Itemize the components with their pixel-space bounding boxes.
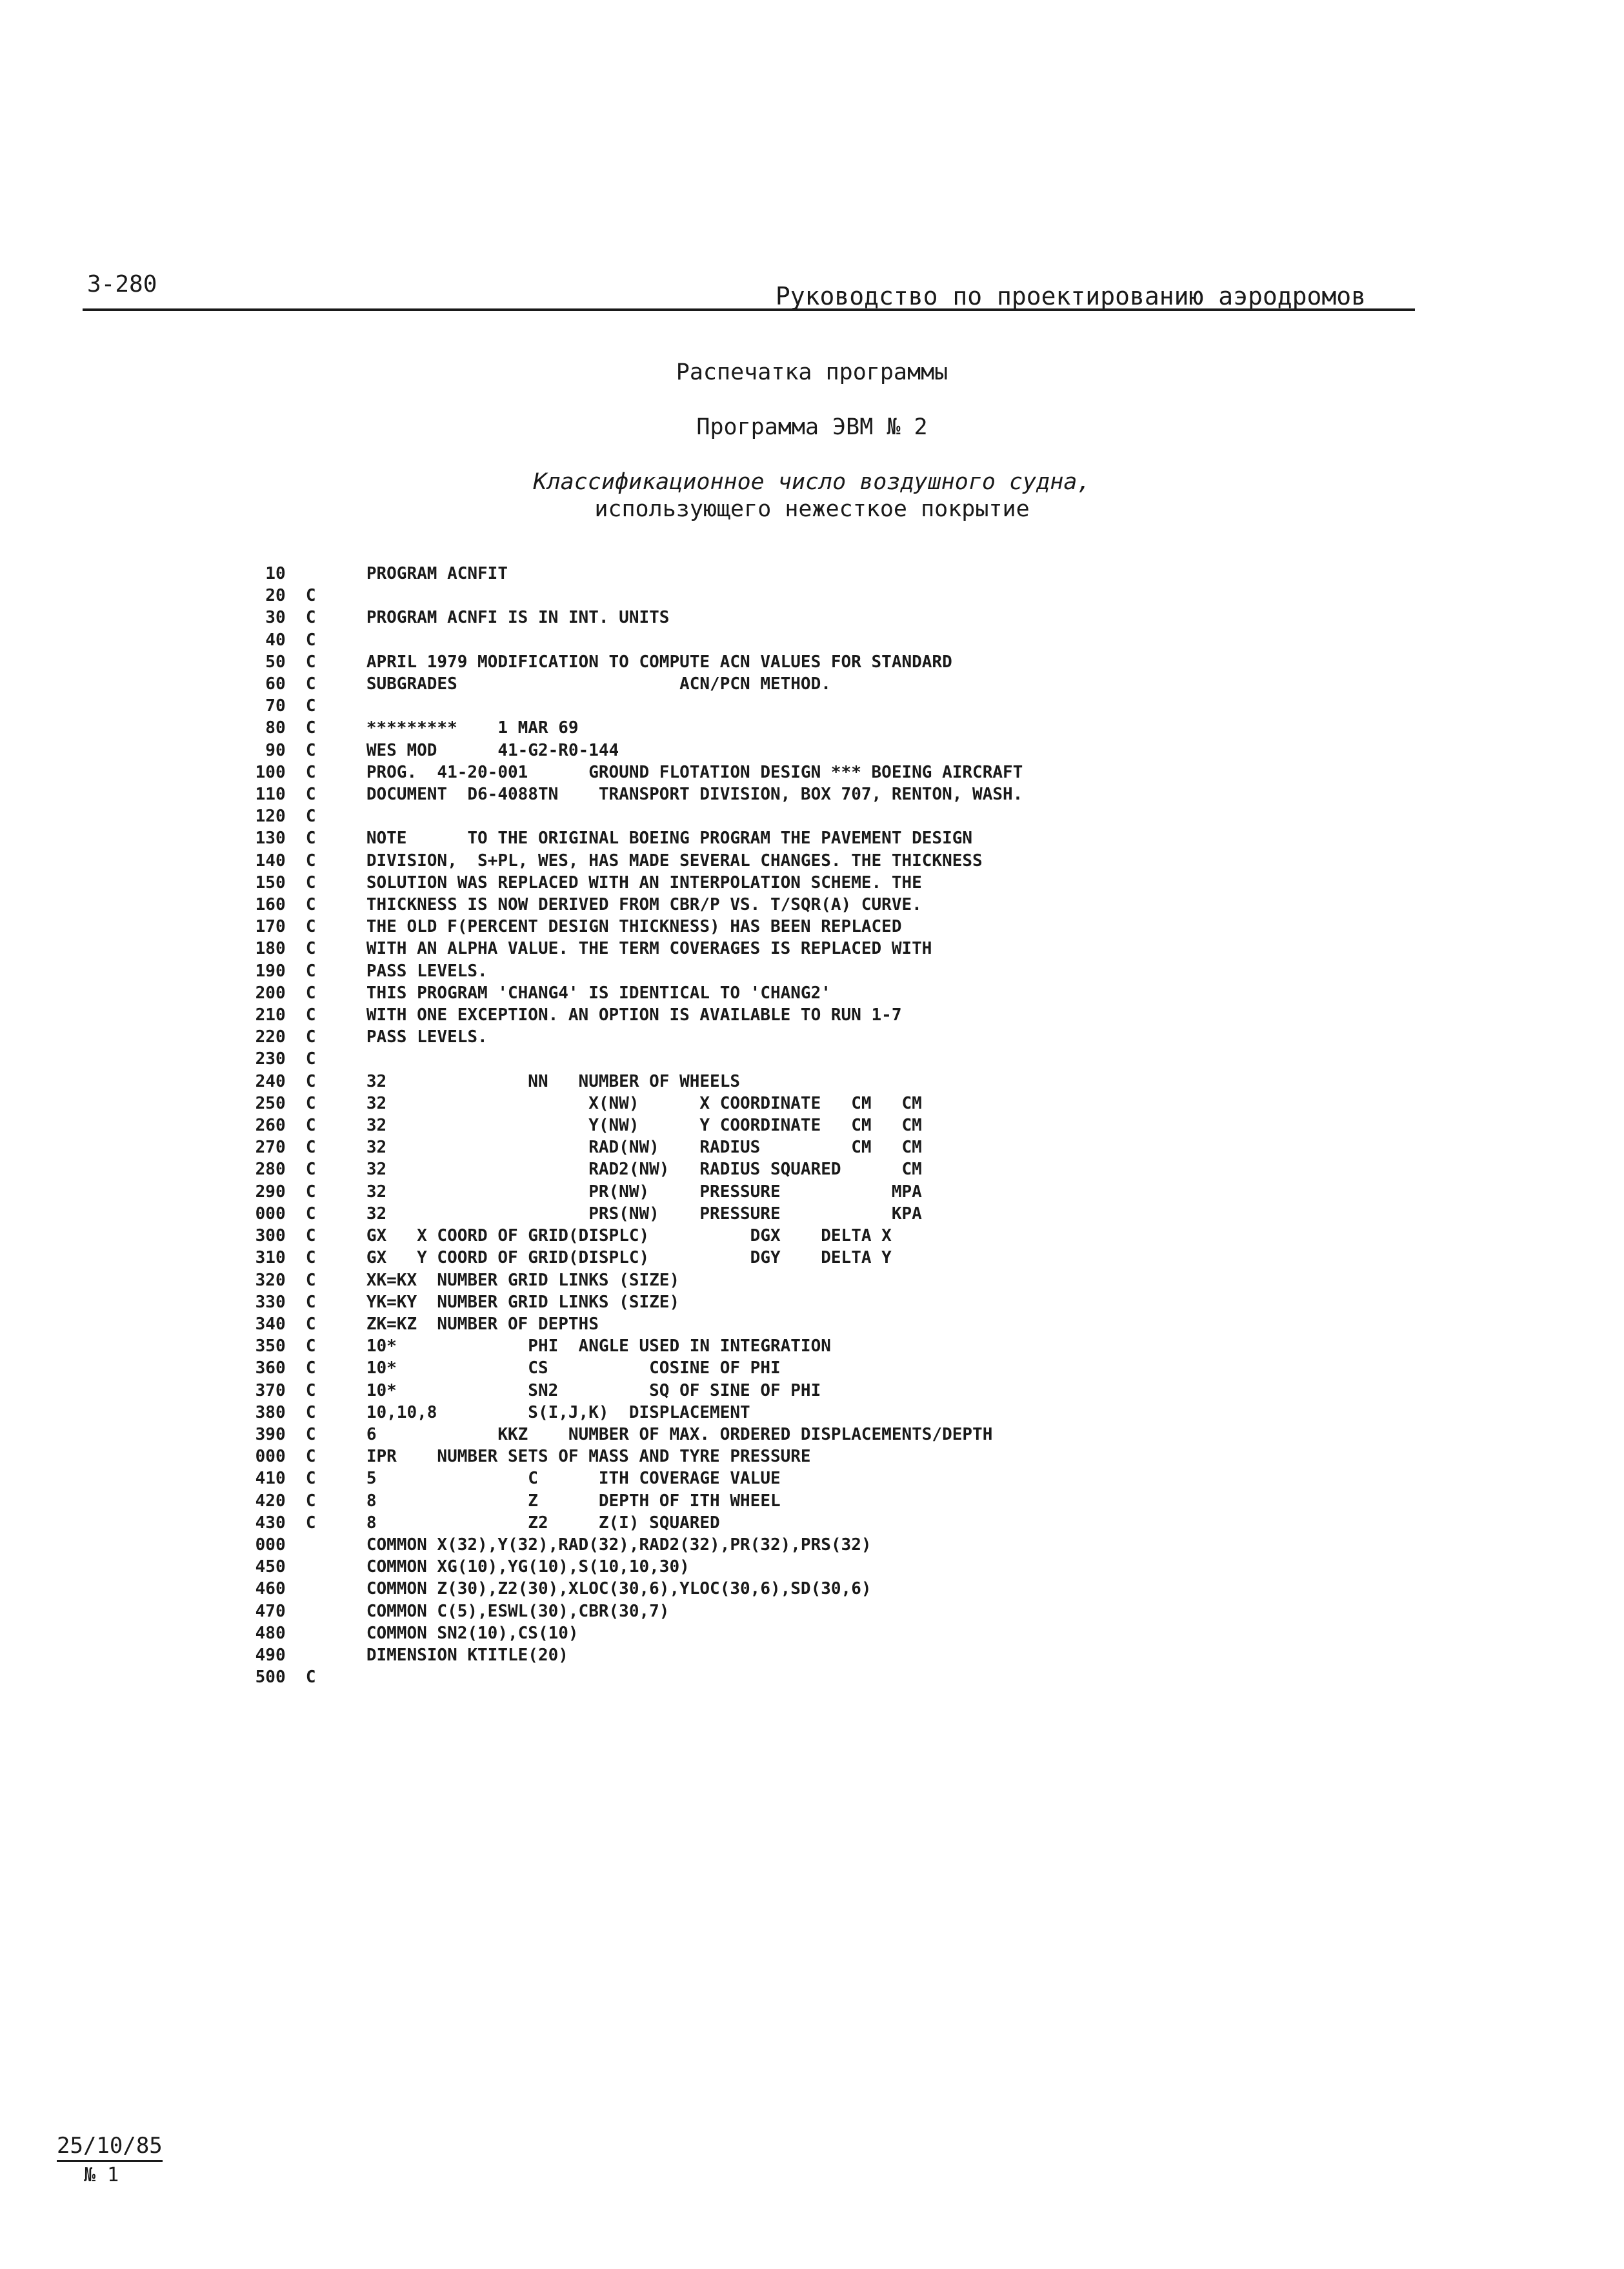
listing-line: 90 C WES MOD 41-G2-R0-144 — [245, 740, 619, 760]
listing-line: 20 C — [245, 586, 316, 606]
listing-line: 450 COMMON XG(10),YG(10),S(10,10,30) — [245, 1557, 690, 1577]
listing-line: 420 C 8 Z DEPTH OF ITH WHEEL — [245, 1491, 781, 1511]
listing-line: 000 C 32 PRS(NW) PRESSURE KPA — [245, 1204, 922, 1224]
listing-line: 250 C 32 X(NW) X COORDINATE CM CM — [245, 1093, 922, 1113]
listing-line: 80 C ********* 1 MAR 69 — [245, 718, 579, 738]
listing-line: 140 C DIVISION, S+PL, WES, HAS MADE SEVERAL CHANGES. THE THICKNESS — [245, 851, 983, 871]
listing-line: 430 C 8 Z2 Z(I) SQUARED — [245, 1513, 720, 1533]
listing-line: 260 C 32 Y(NW) Y COORDINATE CM CM — [245, 1116, 922, 1136]
program-listing — [245, 563, 1023, 1688]
listing-line: 480 COMMON SN2(10),CS(10) — [245, 1623, 579, 1643]
title-description-line1: Классификационное число воздушного судна, — [533, 469, 1091, 495]
footer-date: 25/10/85 — [57, 2133, 163, 2162]
listing-line: 210 C WITH ONE EXCEPTION. AN OPTION IS AVAILABLE TO RUN 1-7 — [245, 1005, 902, 1025]
listing-line: 170 C THE OLD F(PERCENT DESIGN THICKNESS) HAS BEEN REPLACED — [245, 917, 902, 937]
listing-line: 70 C — [245, 696, 316, 716]
listing-line: 200 C THIS PROGRAM 'CHANG4' IS IDENTICAL TO 'CHANG2' — [245, 983, 831, 1003]
listing-line: 490 DIMENSION KTITLE(20) — [245, 1645, 568, 1665]
running-title: Руководство по проектированию аэродромов — [775, 282, 1366, 310]
listing-line: 500 C — [245, 1668, 316, 1688]
listing-line: 120 C — [245, 807, 316, 827]
listing-line: 410 C 5 C ITH COVERAGE VALUE — [245, 1469, 781, 1489]
listing-line: 340 C ZK=KZ NUMBER OF DEPTHS — [245, 1314, 599, 1334]
listing-line: 220 C PASS LEVELS. — [245, 1027, 488, 1047]
title-program: Программа ЭВМ № 2 — [696, 414, 928, 440]
listing-line: 360 C 10* CS COSINE OF PHI — [245, 1358, 781, 1378]
listing-line: 230 C — [245, 1049, 316, 1069]
listing-line: 40 C — [245, 630, 316, 650]
listing-line: 180 C WITH AN ALPHA VALUE. THE TERM COVERAGES IS REPLACED WITH — [245, 939, 932, 959]
listing-line: 130 C NOTE TO THE ORIGINAL BOEING PROGRAM THE PAVEMENT DESIGN — [245, 829, 973, 849]
title-printout: Распечатка программы — [676, 359, 948, 385]
page-number: 3-280 — [87, 271, 157, 297]
listing-line: 390 C 6 KKZ NUMBER OF MAX. ORDERED DISPLACEMENTS/DEPTH — [245, 1424, 993, 1444]
listing-line: 100 C PROG. 41-20-001 GROUND FLOTATION DESIGN *** BOEING AIRCRAFT — [245, 762, 1023, 782]
listing-line: 350 C 10* PHI ANGLE USED IN INTEGRATION — [245, 1336, 831, 1356]
listing-line: 000 C IPR NUMBER SETS OF MASS AND TYRE PRESSURE — [245, 1447, 811, 1467]
listing-line: 330 C YK=KY NUMBER GRID LINKS (SIZE) — [245, 1292, 680, 1312]
listing-line: 150 C SOLUTION WAS REPLACED WITH AN INTERPOLATION SCHEME. THE — [245, 872, 922, 892]
listing-line: 320 C XK=KX NUMBER GRID LINKS (SIZE) — [245, 1270, 680, 1290]
listing-line: 000 COMMON X(32),Y(32),RAD(32),RAD2(32),PR(32),PRS(32) — [245, 1535, 872, 1555]
listing-line: 300 C GX X COORD OF GRID(DISPLC) DGX DELTA X — [245, 1226, 892, 1246]
listing-line: 370 C 10* SN2 SQ OF SINE OF PHI — [245, 1380, 821, 1400]
listing-line: 460 COMMON Z(30),Z2(30),XLOC(30,6),YLOC(30,6),SD(30,6) — [245, 1579, 872, 1599]
listing-line: 380 C 10,10,8 S(I,J,K) DISPLACEMENT — [245, 1402, 750, 1422]
header-rule — [83, 308, 1415, 311]
listing-line: 470 COMMON C(5),ESWL(30),CBR(30,7) — [245, 1601, 670, 1621]
listing-line: 30 C PROGRAM ACNFI IS IN INT. UNITS — [245, 608, 670, 628]
listing-line: 270 C 32 RAD(NW) RADIUS CM CM — [245, 1138, 922, 1158]
listing-line: 10 PROGRAM ACNFIT — [245, 564, 508, 583]
listing-line: 50 C APRIL 1979 MODIFICATION TO COMPUTE ACN VALUES FOR STANDARD — [245, 652, 952, 672]
listing-line: 290 C 32 PR(NW) PRESSURE MPA — [245, 1182, 922, 1202]
listing-line: 240 C 32 NN NUMBER OF WHEELS — [245, 1071, 741, 1091]
listing-line: 280 C 32 RAD2(NW) RADIUS SQUARED CM — [245, 1160, 922, 1180]
listing-line: 110 C DOCUMENT D6-4088TN TRANSPORT DIVISION, BOX 707, RENTON, WASH. — [245, 785, 1023, 805]
listing-line: 310 C GX Y COORD OF GRID(DISPLC) DGY DELTA Y — [245, 1248, 892, 1268]
title-description-line2: использующего нежесткое покрытие — [594, 496, 1030, 522]
listing-line: 60 C SUBGRADES ACN/PCN METHOD. — [245, 674, 831, 694]
footer-number: № 1 — [84, 2164, 119, 2186]
listing-line: 190 C PASS LEVELS. — [245, 961, 488, 981]
listing-line: 160 C THICKNESS IS NOW DERIVED FROM CBR/P VS. T/SQR(A) CURVE. — [245, 895, 922, 915]
